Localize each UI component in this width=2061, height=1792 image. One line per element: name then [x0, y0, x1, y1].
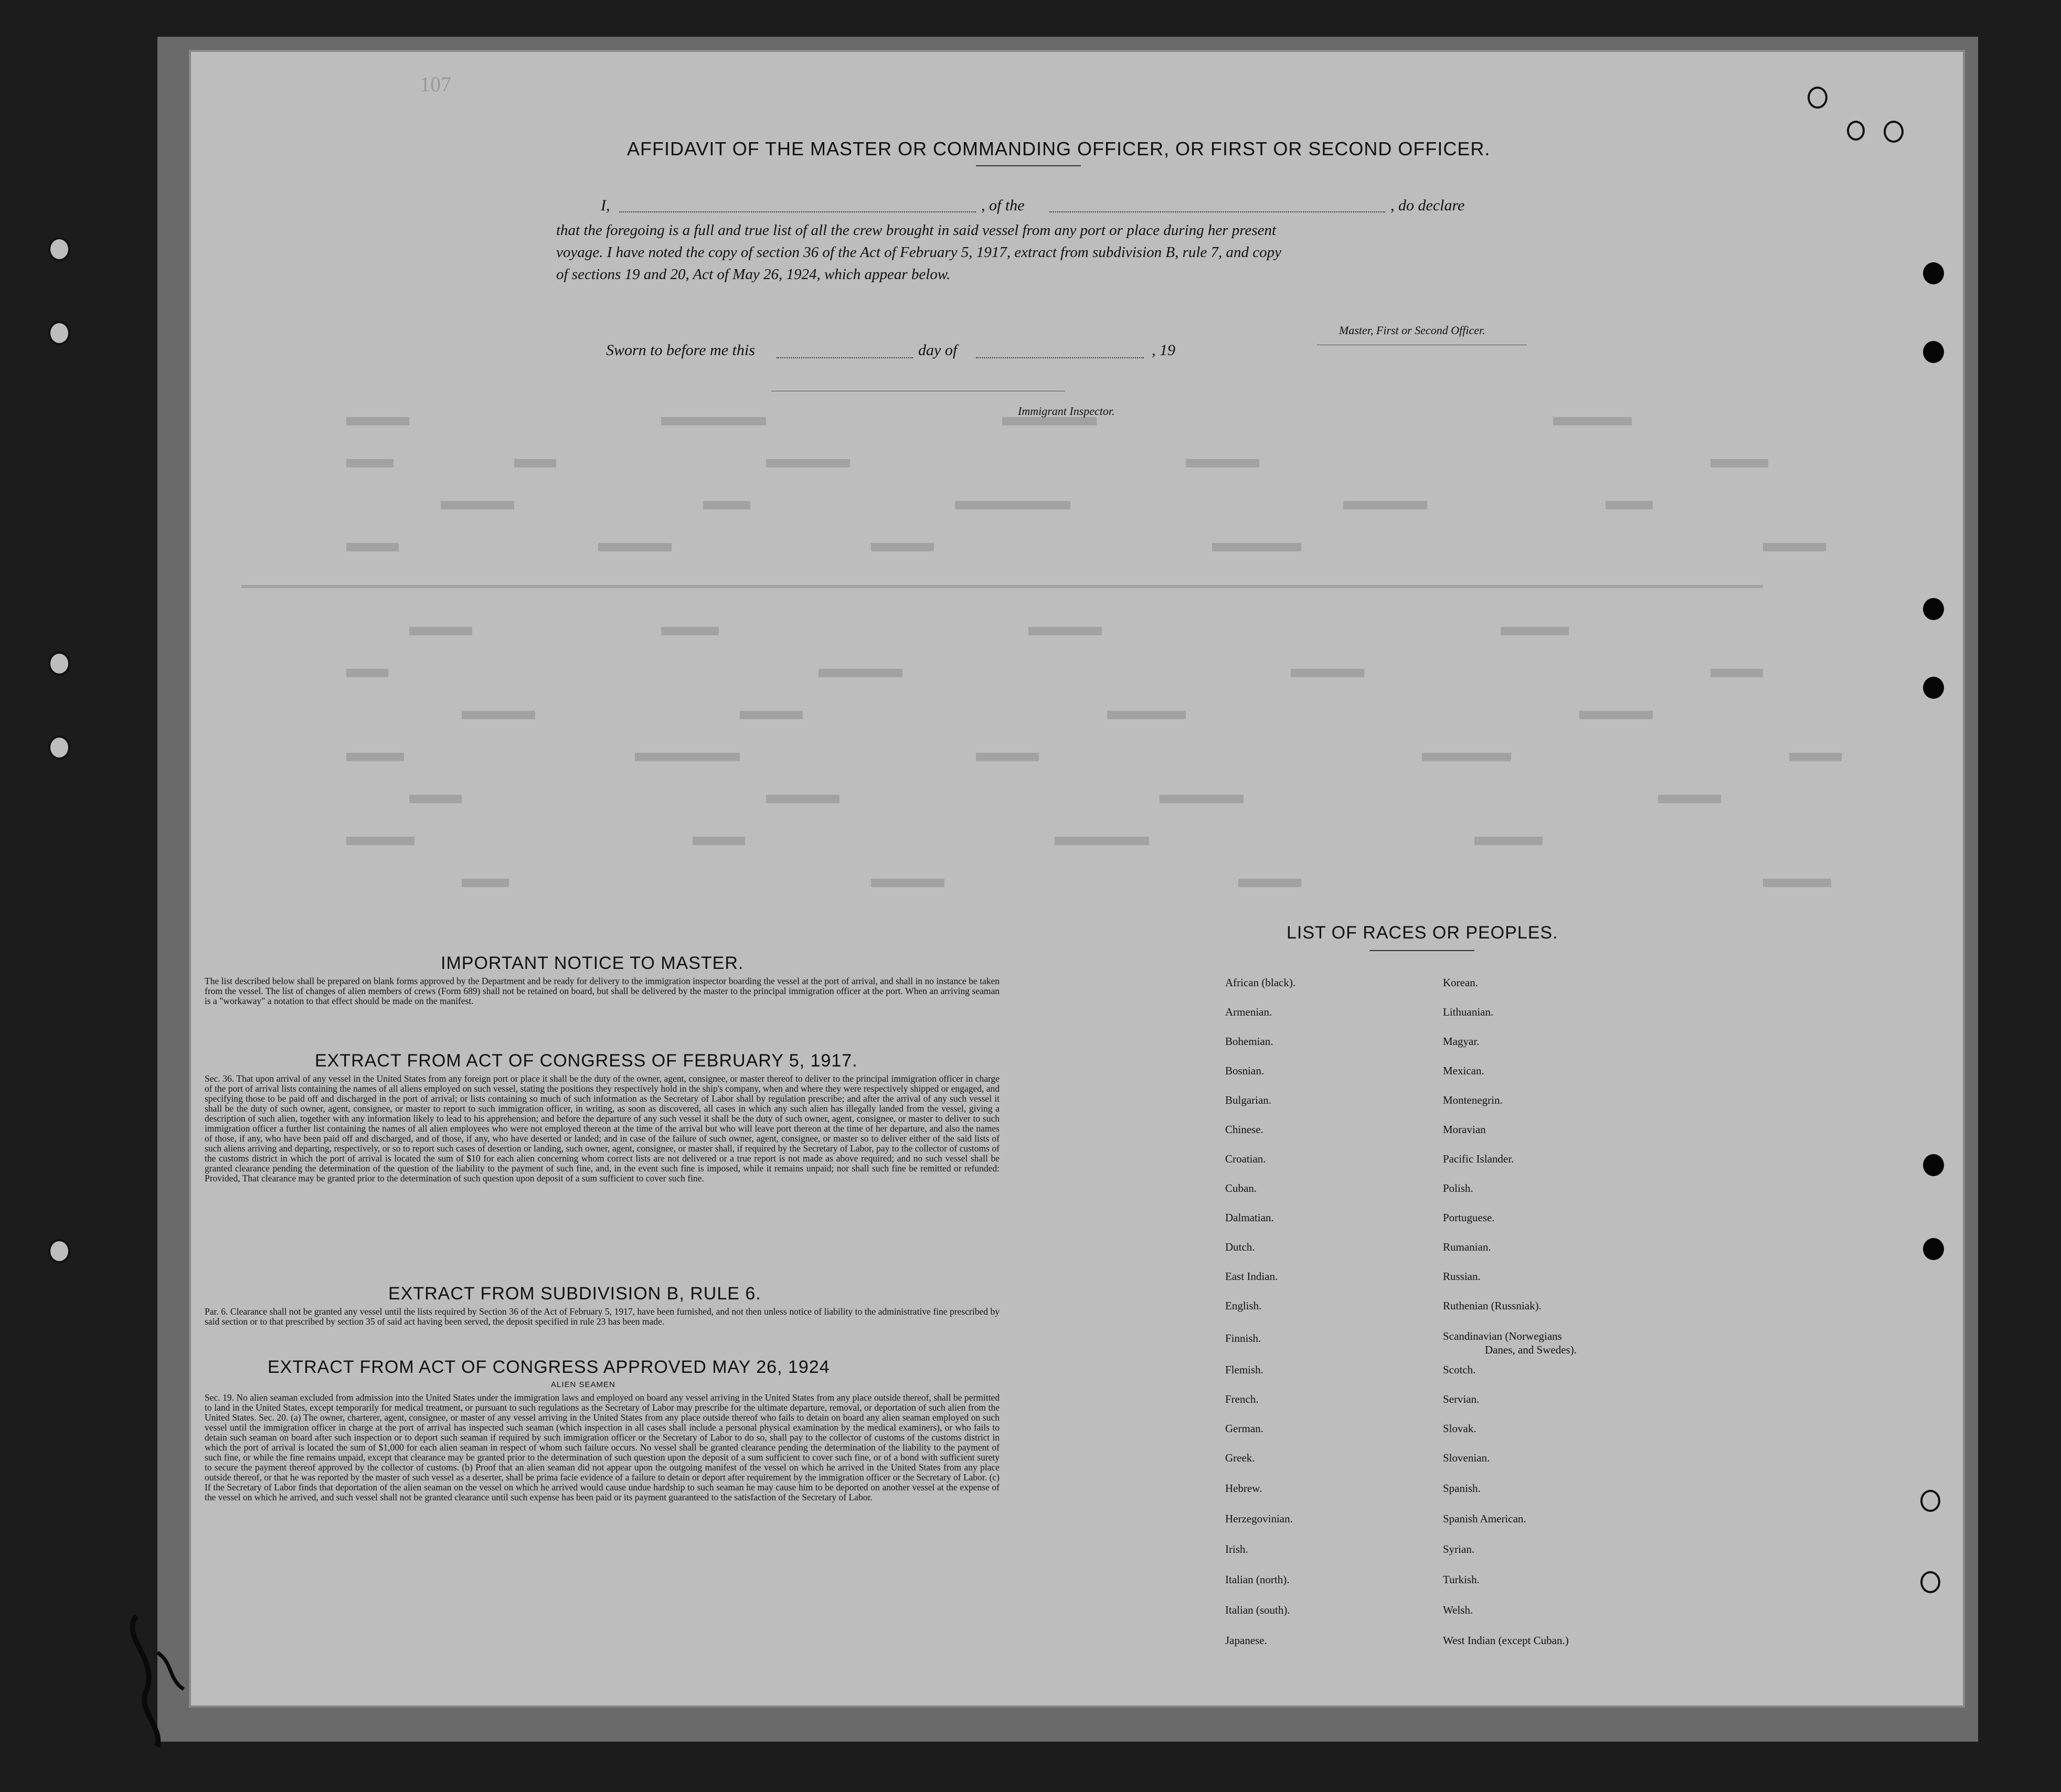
- race-item: Flemish.: [1225, 1363, 1263, 1376]
- extract-rule6-title: EXTRACT FROM SUBDIVISION B, RULE 6.: [388, 1284, 761, 1304]
- race-item: German.: [1225, 1422, 1263, 1435]
- race-item: Montenegrin.: [1443, 1094, 1503, 1106]
- race-item: Herzegovinian.: [1225, 1512, 1293, 1525]
- sworn-day-label: day of: [918, 342, 958, 359]
- race-item: East Indian.: [1225, 1270, 1278, 1283]
- inspector-caption: Immigrant Inspector.: [1018, 404, 1115, 418]
- race-item: Magyar.: [1443, 1035, 1480, 1048]
- races-title: LIST OF RACES OR PEOPLES.: [1287, 923, 1558, 943]
- race-item: Japanese.: [1225, 1634, 1267, 1647]
- race-item: Spanish American.: [1443, 1512, 1526, 1525]
- extract-1924-text: Sec. 19. No alien seaman excluded from admission into the United States under the immigration laws and employed on board any vessel arriving in the United States from any place outside thereof, shall be permitted to land in the United States, except temporarily for medical treatment, or pursuant to such regulations as the Secretary of Labor may prescribe for the ultimate departure, removal, or deportation of such alien from the United States. Sec. 20. (a) The owner, charterer, agent, consignee, or master of any vessel arriving in the United States from any place outside thereof who fails to detain on board any alien seaman employed on such vessel until the immigration officer in charge at the port of arrival has inspected such seaman (which inspection in all cases shall include a personal physical examination by the medical examiners), or who fails to detain such seaman on board after such inspection or to deport such seaman if required by such immigration officer or the Secretary of Labor to do so, shall pay to the collector of customs of the customs district in which the port of arrival is located the sum of $1,000 for each alien seaman in respect of whom such failure occurs. No vessel shall be granted clearance pending the determination of the liability to the payment of such fine, or while the fine remains unpaid, except that clearance may be granted prior to the determination of such question upon the deposit of a sum sufficient to cover such fine, or of a bond with sufficient surety to secure the payment thereof approved by the collector of customs. (b) Proof that an alien seaman did not appear upon the outgoing manifest of the vessel on which he arrived in the United States from any place outside thereof, or that he was reported by the master of such vessel as a deserter, shall be prima facie evidence of a failure to detain or deport after requirement by the immigration officer or the Secretary of Labor. (c) If the Secretary of Labor finds that deportation of the alien seaman on the vessel on which he arrived would cause undue hardship to such seaman he may cause him to be deported on another vessel at the expense of the vessel on which he arrived, and such vessel shall not be granted clearance until such expense has been paid or its payment guaranteed to the satisfaction of the Secretary of Labor.: [205, 1392, 1000, 1502]
- race-item: Slovak.: [1443, 1422, 1476, 1435]
- race-item: Pacific Islander.: [1443, 1153, 1514, 1165]
- race-item: Bulgarian.: [1225, 1094, 1272, 1106]
- notice-text: The list described below shall be prepared on blank forms approved by the Department and be ready for delivery to the immigration inspector boarding the vessel at the port of arrival, and shall in no instance be taken from the vessel. The list of changes of alien members of crews (Form 689) shall not be retained on board, but shall be delivered by the master to the principal immigration officer at the port. When an arriving seaman is a "workaway" a notation to that effect should be made on the manifest.: [205, 976, 1000, 1006]
- extract-1924-title: EXTRACT FROM ACT OF CONGRESS APPROVED MAY 26, 1924: [268, 1357, 830, 1377]
- race-item: Hebrew.: [1225, 1482, 1262, 1495]
- race-item: Scandinavian (Norwegians: [1443, 1330, 1562, 1342]
- race-item: West Indian (except Cuban.): [1443, 1634, 1569, 1647]
- affidavit-title: AFFIDAVIT OF THE MASTER OR COMMANDING OFFICER, OR FIRST OR SECOND OFFICER.: [627, 138, 1491, 159]
- race-item: Scotch.: [1443, 1363, 1476, 1376]
- race-item: Spanish.: [1443, 1482, 1481, 1495]
- race-item: Chinese.: [1225, 1123, 1263, 1136]
- race-item: Servian.: [1443, 1393, 1480, 1405]
- race-item: Portuguese.: [1443, 1211, 1495, 1224]
- affidavit-body-line-2: voyage. I have noted the copy of section 36 of the Act of February 5, 1917, extract from subdivision B, rule 7, and copy: [556, 244, 1282, 261]
- race-item: Welsh.: [1443, 1604, 1473, 1616]
- race-item: French.: [1225, 1393, 1259, 1405]
- race-item: Rumanian.: [1443, 1241, 1491, 1253]
- sworn-year-label: , 19: [1152, 342, 1175, 359]
- race-item: Syrian.: [1443, 1543, 1475, 1555]
- race-item: Bosnian.: [1225, 1064, 1265, 1077]
- race-item: Croatian.: [1225, 1153, 1266, 1165]
- race-item: Turkish.: [1443, 1573, 1480, 1586]
- master-caption: Master, First or Second Officer.: [1339, 324, 1485, 337]
- extract-rule6-text: Par. 6. Clearance shall not be granted any vessel until the lists required by Section 36 of the Act of February 5, 1917, have been furnished, and not then unless notice of liability to the administrative fine prescribed by said section or to that prescribed by section 35 of said act having been served, the deposit specified in rule 23 has been made.: [205, 1306, 1000, 1327]
- extract-1924-subhead: ALIEN SEAMEN: [551, 1380, 615, 1389]
- affidavit-i-label: I,: [601, 197, 610, 214]
- race-item: Irish.: [1225, 1543, 1248, 1555]
- affidavit-body-line-3: of sections 19 and 20, Act of May 26, 1924, which appear below.: [556, 266, 951, 283]
- race-item: Lithuanian.: [1443, 1006, 1494, 1018]
- race-item: Italian (south).: [1225, 1604, 1290, 1616]
- race-item: Mexican.: [1443, 1064, 1484, 1077]
- race-item: Polish.: [1443, 1182, 1473, 1194]
- race-item: Dutch.: [1225, 1241, 1255, 1253]
- page-number: 107: [420, 72, 451, 96]
- race-item: Italian (north).: [1225, 1573, 1290, 1586]
- race-item: Bohemian.: [1225, 1035, 1273, 1048]
- race-item-continuation: Danes, and Swedes).: [1485, 1343, 1577, 1356]
- extract-1917-title: EXTRACT FROM ACT OF CONGRESS OF FEBRUARY 5, 1917.: [315, 1051, 858, 1071]
- race-item: African (black).: [1225, 976, 1296, 989]
- race-item: Finnish.: [1225, 1332, 1261, 1345]
- affidavit-body-line-1: that the foregoing is a full and true list of all the crew brought in said vessel from any port or place during her present: [556, 222, 1277, 239]
- race-item: Greek.: [1225, 1452, 1255, 1464]
- race-item: Korean.: [1443, 976, 1479, 989]
- extract-1917-text: Sec. 36. That upon arrival of any vessel in the United States from any foreign port or place it shall be the duty of the owner, agent, consignee, or master thereof to deliver to the principal immigration officer in charge of the port of arrival lists containing the names of all aliens employed on such vessel, stating the positions they respectively hold in the ship's company, when and where they were respectively shipped or engaged, and specifying those to be paid off and discharged in the port of arrival; or lists containing so much of such information as the Secretary of Labor shall by regulation prescribe; and after the arrival of any such vessel it shall be the duty of such owner, agent, consignee, or master to report to such immigration officer, in writing, as soon as discovered, all cases in which any such alien has illegally landed from the vessel, giving a description of such alien, together with any information likely to lead to his apprehension; and before the departure of any such vessel it shall be the duty of such owner, agent, consignee, or master to deliver to such immigration officer a further list containing the names of all alien employees who were not employed thereon at the time of the arrival but who will leave port thereon at the time of her departure, and also the names of those, if any, who have been paid off and discharged, and of those, if any, who have deserted or landed; and in case of the failure of such owner, agent, consignee, or master so to deliver either of the said lists of such aliens arriving and departing, respectively, or so to report such cases of desertion or landing, such owner, agent, consignee, or master shall, if required by the Secretary of Labor, pay to the collector of customs of the customs district in which the port of arrival is located the sum of $10 for each alien concerning whom correct lists are not delivered or a true report is not made as above required; and no such vessel shall be granted clearance pending the determination of the question of the liability to the payment of such fine, and, in the event such fine is imposed, while it remains unpaid; nor shall such fine be remitted or refunded: Provided, That clearance may be granted prior to the determination of such question upon deposit of a sum sufficient to cover such fine.: [205, 1073, 1000, 1183]
- affidavit-of-the-label: , of the: [981, 197, 1025, 214]
- race-item: Armenian.: [1225, 1006, 1272, 1018]
- notice-title: IMPORTANT NOTICE TO MASTER.: [441, 953, 744, 973]
- race-item: Moravian: [1443, 1123, 1486, 1136]
- affidavit-do-declare-label: , do declare: [1390, 197, 1465, 214]
- race-item: Slovenian.: [1443, 1452, 1490, 1464]
- race-item: Cuban.: [1225, 1182, 1257, 1194]
- race-item: Ruthenian (Russniak).: [1443, 1299, 1542, 1312]
- race-item: English.: [1225, 1299, 1262, 1312]
- race-item: Dalmatian.: [1225, 1211, 1274, 1224]
- sworn-prefix: Sworn to before me this: [606, 342, 755, 359]
- race-item: Russian.: [1443, 1270, 1481, 1283]
